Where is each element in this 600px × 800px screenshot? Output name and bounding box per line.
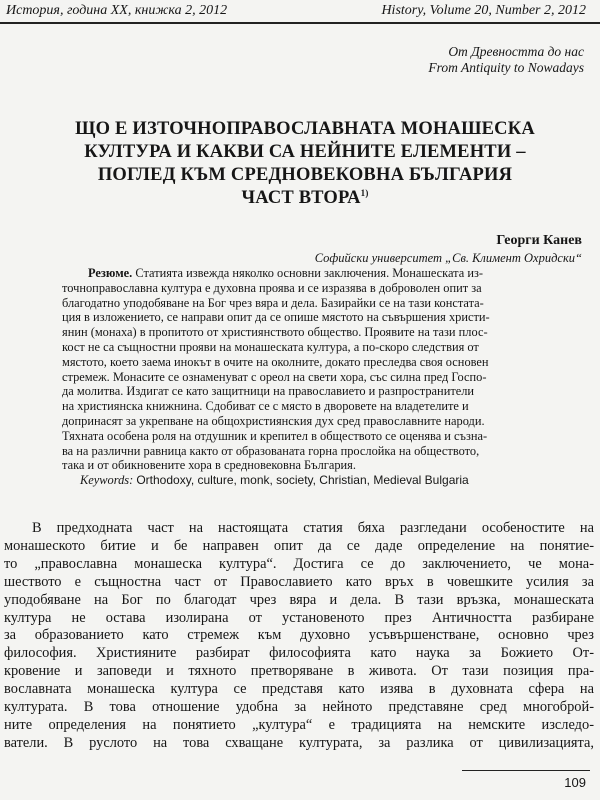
- body-line: културата. В това отношение удобна за нейното представяне сред многоброй-: [4, 699, 594, 716]
- body-line: философия. Християните разбират философията като наука за Божието От-: [4, 645, 594, 662]
- title-line: КУЛТУРА И КАКВИ СА НЕЙНИТЕ ЕЛЕМЕНТИ –: [84, 142, 526, 162]
- body-line: кровение и заповеди и тяхното претворяване в живота. От тази позиция пра-: [4, 663, 594, 680]
- keywords-label: Keywords:: [80, 473, 134, 488]
- body-line: ватели. В руслото на това схващане културата, за разлика от цивилизацията,: [4, 734, 594, 751]
- running-header: [0, 0, 600, 24]
- abstract-line: на християнска книжнина. Сдобиват се с място в дворовете на владетелите и: [62, 399, 469, 414]
- abstract-line: мястото, което заема инокът в очите на околните, докато преследва своя основен: [62, 354, 489, 369]
- body-line: то „православна монашеска култура“. Достига се до заключението, че мона-: [4, 555, 594, 572]
- keywords-list: Orthodoxy, culture, monk, society, Christian, Medieval Bulgaria: [136, 473, 469, 488]
- article-title: [70, 118, 540, 210]
- body-line: монашеското битие и бе направен опит да се даде определение на понятие-: [4, 537, 594, 554]
- abstract-line: ция в изложението, се направи опит да се опише мястото на съвършения христи-: [62, 310, 490, 325]
- section-heading-bg: От Древността до нас: [448, 44, 584, 59]
- keywords-line: [62, 473, 570, 488]
- body-line: шеството е същностна част от Православието като връх в човешките усилия за: [4, 573, 594, 590]
- page-number: 109: [564, 775, 586, 790]
- abstract-line: ва на различни равница както от образованата горна прослойка на обществото,: [62, 443, 480, 458]
- author-affiliation: Софийски университет „Св. Климент Охридски“: [314, 251, 582, 265]
- header-journal-en: History, Volume 20, Number 2, 2012: [381, 3, 586, 18]
- abstract-line: Статията извежда няколко основни заключения. Монашеската из-: [135, 266, 483, 280]
- body-line: за образованието като стремеж към духовно усъвършенстване, основно чрез: [4, 627, 594, 644]
- author-name: Георги Канев: [496, 233, 582, 248]
- abstract-line: точноправославна култура е духовна проява и се изразява в доброволен опит за: [62, 280, 482, 295]
- body-line: ните определения на понятието „култура“ е традицията на немските изследо-: [4, 716, 594, 733]
- title-footnote-mark: 1): [360, 187, 369, 198]
- abstract-line: кост не са същностни прояви на монашеската култура, а по-скоро следствия от: [62, 339, 479, 354]
- section-heading: [324, 44, 584, 76]
- abstract-line: благодатно уподобяване на Бог чрез вяра и дела. Базирайки се на тази констата-: [62, 295, 484, 310]
- title-line-last: [70, 187, 540, 210]
- title-line: ПОГЛЕД КЪМ СРЕДНОВЕКОВНА БЪЛГАРИЯ: [97, 165, 513, 185]
- abstract-line: така и от обикновените хора в средновековна България.: [62, 458, 356, 473]
- abstract-line: да молитва. Издигат се като защитници на православието и разпространители: [62, 384, 475, 399]
- header-journal-bg: История, година XX, книжка 2, 2012: [6, 3, 228, 18]
- abstract-line-first: [62, 266, 570, 281]
- section-heading-en: From Antiquity to Nowadays: [428, 60, 584, 75]
- body-text: [4, 520, 594, 753]
- body-line: култура не остава изолирана от установеното през Античността разбиране: [4, 609, 594, 626]
- abstract-line: стремеж. Монасите се ознаменуват с ореол на свети хора, със силна пред Госпо-: [62, 369, 487, 384]
- body-line: вославната монашеска култура се представя като изява в духовната сфера на: [4, 681, 594, 698]
- abstract-line: янин (монаха) в пропитото от християнството общество. Проявите на тази плос-: [62, 325, 488, 340]
- abstract-line: Тяхната особена роля на отдушник и крепител в обществото се оценява и съзна-: [62, 428, 488, 443]
- body-line: уподобяване на Бог по благодат чрез вяра и дела. В тази връзка, монашеската: [4, 591, 594, 608]
- footer-rule: [462, 770, 590, 771]
- abstract-line: допринасят за укрепване на общохристиянския дух сред православните народи.: [62, 413, 485, 428]
- abstract: [62, 266, 570, 488]
- abstract-label: Резюме.: [88, 266, 133, 280]
- title-line: ЩО Е ИЗТОЧНОПРАВОСЛАВНАТА МОНАШЕСКА: [75, 119, 535, 139]
- body-line: В предходната част на настоящата статия бяха разгледани особеностите на: [32, 520, 594, 536]
- title-line-text: ЧАСТ ВТОРА: [241, 188, 361, 208]
